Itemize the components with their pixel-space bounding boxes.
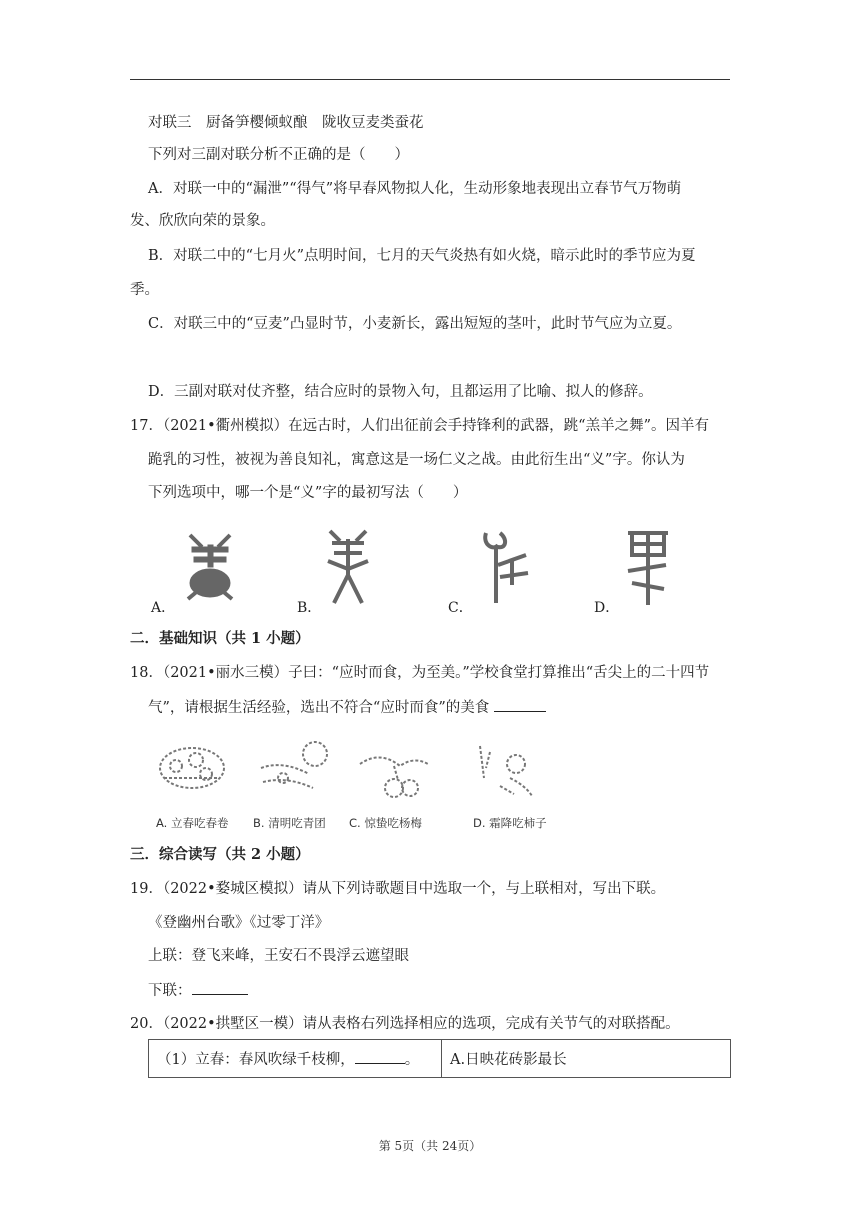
q20-answer-blank[interactable] xyxy=(355,1049,405,1064)
food-caption-d: D. 霜降吃柿子 xyxy=(473,816,547,830)
q19-upper-couplet: 上联：登飞来峰，王安石不畏浮云遮望眼 xyxy=(148,948,409,964)
glyph-a-image xyxy=(180,525,240,605)
q20-line1: 20．（2022•拱墅区一模）请从表格右列选择相应的选项，完成有关节气的对联搭配。 xyxy=(130,1016,680,1032)
q16-option-c: C．对联三中的“豆麦”凸显时节，小麦新长，露出短短的茎叶，此时节气应为立夏。 xyxy=(148,316,682,332)
q16-option-d: D．三副对联对仗齐整，结合应时的景物入句，且都运用了比喻、拟人的修辞。 xyxy=(148,384,653,400)
q19-lower-couplet: 下联： xyxy=(148,980,248,1001)
food-caption-c: C. 惊蛰吃杨梅 xyxy=(349,816,422,830)
food-image-bayberry xyxy=(354,738,436,806)
food-image-persimmon xyxy=(470,738,552,806)
couplet-three: 对联三 厨备笋樱倾蚁酿 陇收豆麦类蚕花 xyxy=(148,115,424,131)
glyph-a-label: A． xyxy=(151,600,176,616)
table-cell-right: A.日映花砖影最长 xyxy=(442,1040,731,1078)
section-2-heading: 二．基础知识（共 1 小题） xyxy=(130,630,310,647)
q17-line1: 17．（2021•衢州模拟）在远古时，人们出征前会手持锋利的武器，跳“羔羊之舞”。因羊有 xyxy=(130,418,709,434)
section-3-heading: 三．综合读写（共 2 小题） xyxy=(130,846,310,863)
glyph-b-image xyxy=(318,525,378,607)
q20-matching-table xyxy=(148,1039,731,1078)
q19-poem-titles: 《登幽州台歌》《过零丁洋》 xyxy=(148,915,330,931)
glyph-b-label: B． xyxy=(297,600,322,616)
table-row xyxy=(149,1040,731,1078)
q16-prompt: 下列对三副对联分析不正确的是（ ） xyxy=(148,147,409,163)
page-footer: 第 5页（共 24页） xyxy=(378,1139,482,1153)
food-image-qingtuan xyxy=(253,738,335,806)
glyph-c-image xyxy=(478,525,538,607)
q17-line2: 跪乳的习性，被视为善良知礼，寓意这是一场仁义之战。由此衍生出“义”字。你认为 xyxy=(148,452,685,468)
glyph-d-image xyxy=(618,525,678,607)
q19-line1: 19．（2022•婺城区模拟）请从下列诗歌题目中选取一个，与上联相对，写出下联。 xyxy=(130,881,666,897)
table-cell-left: （1）立春：春风吹绿千枝柳， 。 xyxy=(149,1040,442,1078)
q16-option-b-line2: 季。 xyxy=(130,282,159,298)
q16-option-b-line1: B．对联二中的“七月火”点明时间，七月的天气炎热有如火烧，暗示此时的季节应为夏 xyxy=(148,248,696,264)
q18-answer-blank[interactable] xyxy=(494,697,546,712)
q19-answer-blank[interactable] xyxy=(192,980,248,995)
q16-option-a-line2: 发、欣欣向荣的景象。 xyxy=(130,213,275,229)
glyph-c-label: C． xyxy=(448,600,473,616)
glyph-d-label: D． xyxy=(594,600,620,616)
food-caption-a: A. 立春吃春卷 xyxy=(156,816,229,830)
q16-option-a-line1: A．对联一中的“漏泄”“得气”将早春风物拟人化，生动形象地表现出立春节气万物萌 xyxy=(148,181,682,197)
food-caption-b: B. 清明吃青团 xyxy=(253,816,326,830)
q18-line2: 气”，请根据生活经验，选出不符合“应时而食”的美食 xyxy=(148,697,546,718)
q17-line3: 下列选项中，哪一个是“义”字的最初写法（ ） xyxy=(148,485,468,501)
q18-line1: 18．（2021•丽水三模）子曰：“应时而食，为至美。”学校食堂打算推出“舌尖上的二十四节 xyxy=(130,665,710,681)
header-rule xyxy=(130,79,730,80)
food-image-spring-roll xyxy=(152,738,234,806)
